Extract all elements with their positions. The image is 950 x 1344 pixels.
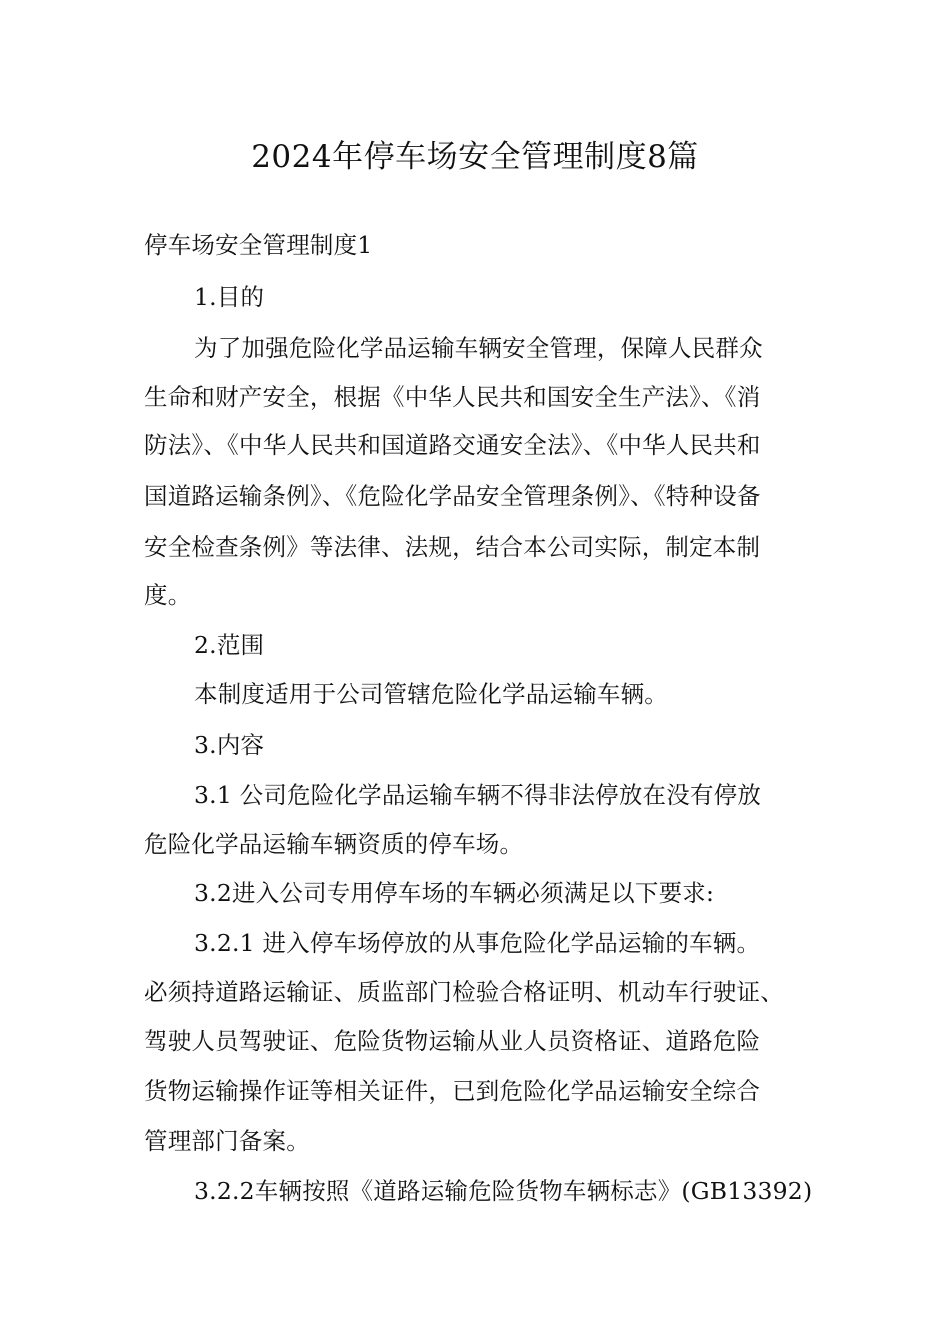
paragraph-line: 驾驶人员驾驶证、危险货物运输从业人员资格证、道路危险 [144,1027,761,1055]
paragraph-line: 2.范围 [194,631,265,659]
paragraph-line: 防法》、《中华人民共和国道路交通安全法》、《中华人民共和 [144,431,761,459]
document-title: 2024年停车场安全管理制度8篇 [251,139,699,175]
paragraph-line: 3.内容 [194,731,265,759]
paragraph-line: 货物运输操作证等相关证件，已到危险化学品运输安全综合 [144,1077,761,1105]
paragraph-line: 3.2进入公司专用停车场的车辆必须满足以下要求: [194,879,715,907]
paragraph-line: 度。 [144,581,192,609]
paragraph-line: 危险化学品运输车辆资质的停车场。 [144,830,524,858]
paragraph-line: 3.2.2车辆按照《道路运输危险货物车辆标志》(GB13392) [194,1177,813,1205]
paragraph-line: 国道路运输条例》、《危险化学品安全管理条例》、《特种设备 [144,482,761,510]
paragraph-line: 本制度适用于公司管辖危险化学品运输车辆。 [194,680,668,708]
paragraph-line: 1.目的 [194,283,265,311]
paragraph-line: 3.1 公司危险化学品运输车辆不得非法停放在没有停放 [194,781,762,809]
paragraph-line: 安全检查条例》等法律、法规，结合本公司实际，制定本制 [144,533,761,561]
paragraph-line: 必须持道路运输证、质监部门检验合格证明、机动车行驶证、 [144,978,784,1006]
paragraph-line: 3.2.1 进入停车场停放的从事危险化学品运输的车辆。 [194,929,761,957]
paragraph-line: 生命和财产安全，根据《中华人民共和国安全生产法》、《消 [144,383,761,411]
paragraph-line: 管理部门备案。 [144,1127,310,1155]
section-heading: 停车场安全管理制度1 [144,231,373,259]
paragraph-line: 为了加强危险化学品运输车辆安全管理，保障人民群众 [194,334,763,362]
